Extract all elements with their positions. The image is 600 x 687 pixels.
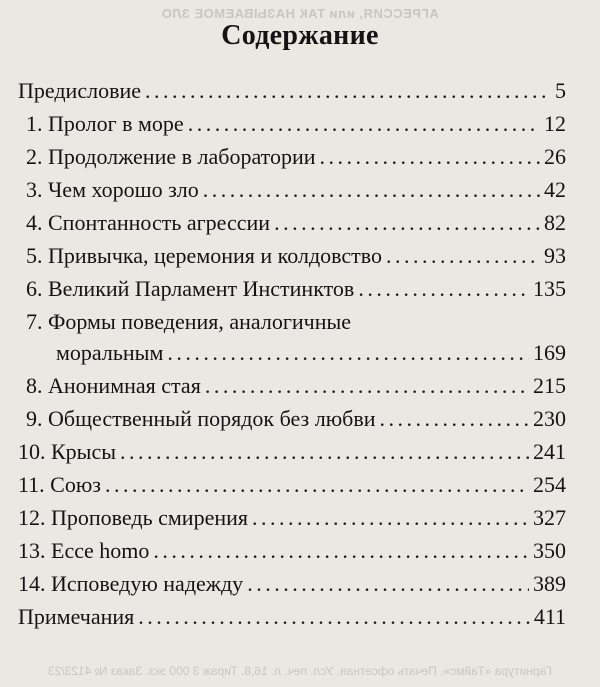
- leader-dots: [380, 402, 529, 435]
- toc-entry-page: 26: [544, 144, 566, 169]
- toc-entry-label: 12. Проповедь смирения: [18, 505, 249, 530]
- toc-entry-page: 93: [544, 243, 566, 268]
- toc-entry-2[interactable]: [18, 140, 566, 173]
- toc-entry-page: 12: [544, 111, 566, 136]
- leader-dots: [252, 501, 529, 534]
- leader-dots: [320, 140, 540, 173]
- leader-dots: [167, 336, 529, 369]
- toc-entry-label: 9. Общественный порядок без любви: [26, 406, 376, 431]
- toc-entry-label: 6. Великий Парламент Инстинктов: [26, 276, 355, 301]
- toc-entry-5[interactable]: [18, 239, 566, 272]
- toc-entry-13[interactable]: [18, 534, 566, 567]
- toc-entry-page: 241: [533, 439, 566, 464]
- leader-dots: [105, 468, 529, 501]
- toc-entry-label: 7. Формы поведения, аналогичные: [26, 309, 352, 334]
- leader-dots: [188, 107, 540, 140]
- toc-entry-label: 2. Продолжение в лаборатории: [26, 144, 316, 169]
- leader-dots: [247, 567, 529, 600]
- toc-entry-12[interactable]: [18, 501, 566, 534]
- page-title: Содержание: [221, 20, 379, 51]
- leader-dots: [120, 435, 529, 468]
- leader-dots: [203, 173, 540, 206]
- toc-entry-label: Примечания: [18, 604, 135, 629]
- toc-entry-label: 5. Привычка, церемония и колдовство: [26, 243, 383, 268]
- toc-entry-14[interactable]: [18, 567, 566, 600]
- toc-entry-label-continued: моральным: [56, 340, 164, 365]
- leader-dots: [386, 239, 540, 272]
- toc-entry-preface[interactable]: [18, 74, 566, 107]
- toc-entry-page: 135: [533, 276, 566, 301]
- toc-entry-label: Предисловие: [18, 78, 141, 103]
- toc-entry-page: 42: [544, 177, 566, 202]
- toc-entry-1[interactable]: [18, 107, 566, 140]
- toc-entry-label: 13. Ecce homo: [18, 538, 150, 563]
- toc-entry-page: 327: [533, 505, 566, 530]
- toc-entry-7-line1[interactable]: [18, 305, 566, 336]
- leader-dots: [153, 534, 529, 567]
- toc-entry-label: 14. Исповедую надежду: [18, 571, 244, 596]
- toc-entry-10[interactable]: [18, 435, 566, 468]
- toc-entry-label: 3. Чем хорошо зло: [26, 177, 199, 202]
- toc-entry-3[interactable]: [18, 173, 566, 206]
- toc-entry-label: 1. Пролог в море: [26, 111, 184, 136]
- toc-entry-7-line2[interactable]: [18, 336, 566, 369]
- toc-entry-4[interactable]: [18, 206, 566, 239]
- leader-dots: [138, 600, 530, 633]
- toc-entry-notes[interactable]: [18, 600, 566, 633]
- toc-entry-page: 411: [533, 604, 566, 629]
- toc-entry-page: 215: [533, 373, 566, 398]
- leader-dots: [358, 272, 529, 305]
- table-of-contents: [18, 74, 566, 633]
- toc-entry-page: 389: [533, 571, 566, 596]
- toc-entry-page: 350: [533, 538, 566, 563]
- toc-entry-label: 10. Крысы: [18, 439, 117, 464]
- toc-entry-label: 4. Спонтанность агрессии: [26, 210, 271, 235]
- leader-dots: [205, 369, 529, 402]
- leader-dots: [274, 206, 540, 239]
- toc-entry-label: 11. Союз: [18, 472, 101, 497]
- toc-entry-page: 230: [533, 406, 566, 431]
- toc-entry-8[interactable]: [18, 369, 566, 402]
- toc-entry-page: 82: [544, 210, 566, 235]
- show-through-header: АГРЕССИЯ, или ТАК НАЗЫВАЕМОЕ ЗЛО: [161, 6, 439, 21]
- leader-dots: [145, 74, 551, 107]
- toc-entry-9[interactable]: [18, 402, 566, 435]
- toc-entry-page: 254: [533, 472, 566, 497]
- toc-entry-page: 5: [555, 78, 566, 103]
- toc-entry-page: 169: [533, 340, 566, 365]
- show-through-footer: Гарнитура «Таймс». Печать офсетная. Усл. печ. л. 16,8. Тираж 3 000 экз. Заказ № 4123/23: [47, 664, 553, 678]
- toc-entry-6[interactable]: [18, 272, 566, 305]
- toc-entry-label: 8. Анонимная стая: [26, 373, 201, 398]
- toc-entry-11[interactable]: [18, 468, 566, 501]
